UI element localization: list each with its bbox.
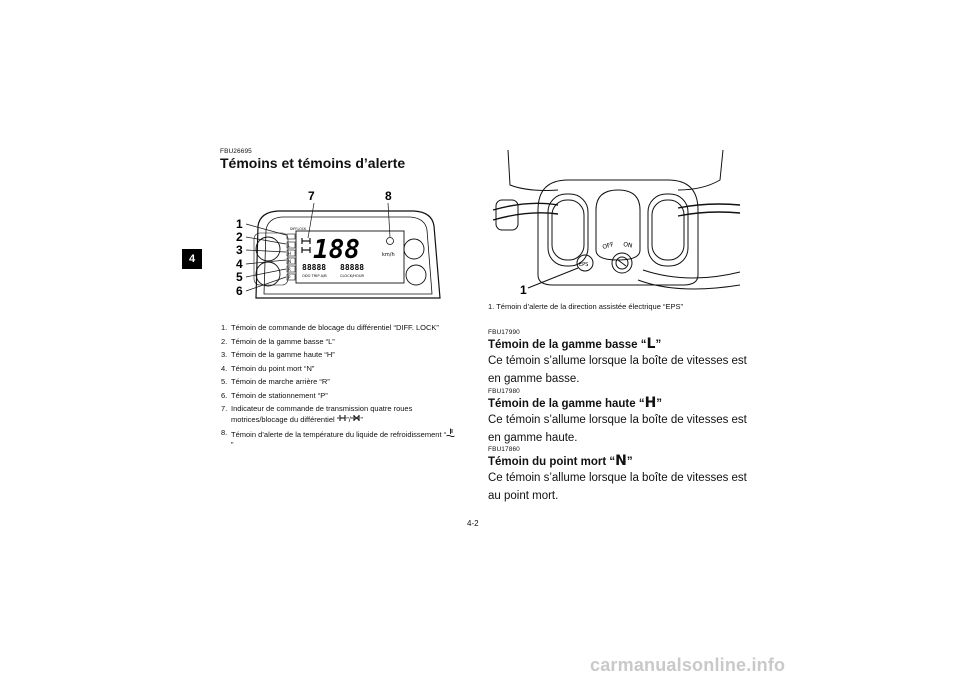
legend-item: 6. Témoin de stationnement “P” bbox=[221, 390, 328, 400]
section-code: FBU17980 bbox=[488, 388, 520, 395]
coolant-temp-icon bbox=[446, 428, 455, 437]
callout-2: 2 bbox=[236, 230, 243, 244]
lcd-label-clock: CLOCK/HOUR bbox=[340, 274, 364, 278]
eps-figure bbox=[488, 150, 743, 300]
section-code: FBU26695 bbox=[220, 148, 252, 155]
right-upper-button bbox=[404, 239, 424, 259]
legend-item: 5. Témoin de marche arrière “R” bbox=[221, 377, 330, 386]
legend-item: 7. Indicateur de commande de transmission quatre roues motrices/blocage du différentiel “ ”/“ ” bbox=[221, 404, 413, 424]
lamp-label-h: H bbox=[288, 251, 292, 256]
section-code: FBU17860 bbox=[488, 446, 520, 453]
low-range-symbol: L bbox=[646, 336, 656, 352]
section-high-range bbox=[488, 388, 748, 447]
callout-1: 1 bbox=[520, 283, 527, 297]
eps-caption: 1. Témoin d’alerte de la direction assistée électrique “EPS” bbox=[488, 302, 683, 311]
page-number: 4-2 bbox=[467, 519, 479, 528]
neutral-symbol: N bbox=[615, 453, 627, 469]
dash-panel bbox=[538, 180, 698, 285]
lamp-label-diff: DIFF.LOCK bbox=[290, 227, 307, 231]
on-label: ON bbox=[622, 241, 633, 250]
lamp-label-r: R bbox=[288, 267, 291, 272]
off-label: OFF bbox=[601, 241, 615, 251]
callout-5: 5 bbox=[236, 270, 243, 284]
lamp-label-l: L bbox=[288, 243, 291, 248]
section-neutral bbox=[488, 446, 748, 505]
section-low-range bbox=[488, 329, 748, 388]
section-body: Ce témoin s’allume lorsque la boîte de vitesses est au point mort. bbox=[488, 472, 747, 502]
temp-lamp bbox=[387, 238, 394, 245]
chapter-tab: 4 bbox=[182, 249, 202, 269]
section-title: Témoin de la gamme basse “L” bbox=[488, 336, 662, 352]
callout-7: 7 bbox=[308, 189, 315, 203]
lamp-label-p: P bbox=[288, 275, 291, 280]
4wd-icon bbox=[302, 238, 310, 253]
right-lower-button bbox=[406, 265, 426, 285]
svg-text:88888: 88888 bbox=[302, 263, 327, 272]
lamp-label-n: N bbox=[288, 259, 291, 264]
figure-legend bbox=[221, 323, 457, 453]
section-title: Témoin de la gamme haute “H” bbox=[488, 395, 663, 411]
section-code: FBU17990 bbox=[488, 329, 520, 336]
legend-item: 1. Témoin de commande de blocage du différentiel “DIFF. LOCK” bbox=[221, 323, 439, 332]
legend-item: 2. Témoin de la gamme basse “L” bbox=[221, 336, 335, 346]
callout-6: 6 bbox=[236, 284, 243, 298]
high-range-symbol: H bbox=[644, 395, 657, 411]
callout-3: 3 bbox=[236, 243, 243, 257]
svg-text:88888: 88888 bbox=[340, 263, 365, 272]
section-body: Ce témoin s’allume lorsque la boîte de vitesses est en gamme basse. bbox=[488, 355, 747, 385]
callout-4: 4 bbox=[236, 257, 243, 271]
speed-digits: 188 bbox=[313, 235, 360, 265]
page-title: Témoins et témoins d’alerte bbox=[220, 155, 406, 171]
legend-item: 4. Témoin du point mort “N” bbox=[221, 363, 315, 373]
eps-label: EPS bbox=[579, 262, 589, 268]
legend-item: 8. Témoin d’alerte de la température du liquide de refroidissement “” bbox=[221, 428, 457, 449]
watermark: carmanualsonline.info bbox=[590, 655, 786, 675]
section-title: Témoin du point mort “N” bbox=[488, 453, 633, 469]
meter-figure bbox=[228, 186, 464, 304]
lcd-label-odo: ODO TRIP A/B bbox=[302, 274, 327, 278]
legend-item: 3. Témoin de la gamme haute “H” bbox=[221, 350, 335, 359]
section-body: Ce témoin s’allume lorsque la boîte de vitesses est en gamme haute. bbox=[488, 414, 747, 444]
right-pod bbox=[648, 194, 688, 266]
callout-8: 8 bbox=[385, 189, 392, 203]
callout-1: 1 bbox=[236, 217, 243, 231]
speed-unit: km/h bbox=[382, 252, 395, 258]
